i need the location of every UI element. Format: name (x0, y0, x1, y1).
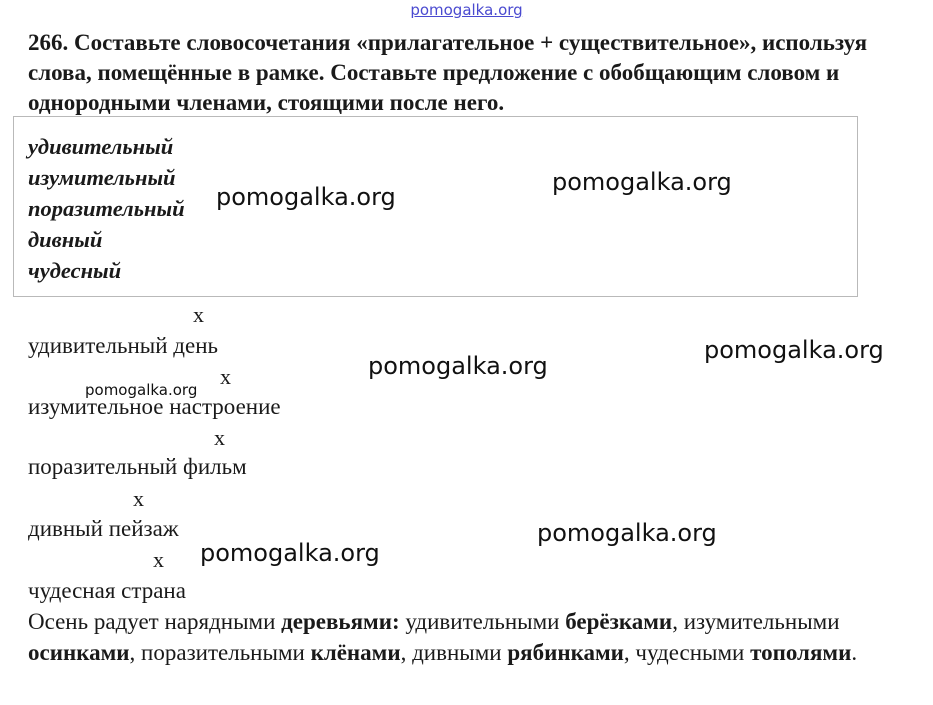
phrase: изумительное настроение (28, 394, 281, 419)
frame-word: изумительный (28, 165, 176, 190)
sentence-part-bold: тополями (750, 640, 852, 665)
sentence-part-bold: осинками (28, 640, 130, 665)
frame-word: поразительный (28, 196, 185, 221)
sentence-part-bold: рябинками (507, 640, 624, 665)
watermark: pomogalka.org (85, 381, 198, 399)
sentence-part: , дивными (400, 640, 508, 665)
watermark: pomogalka.org (200, 539, 380, 567)
sentence-part: удивительными (399, 609, 566, 634)
phrase: поразительный фильм (28, 454, 247, 479)
task-heading: 266. Составьте словосочетания «прилагательное + существительное», используя слова, помещённые в рамке. Составьте предложение с обобщающим словом и однородными членами, стоящими после него. (28, 30, 868, 115)
stress-mark: х (220, 364, 231, 389)
sentence-part-bold: деревьями: (281, 609, 400, 634)
phrase: дивный пейзаж (28, 516, 179, 541)
phrase: удивительный день (28, 333, 218, 358)
watermark-top-link[interactable]: pomogalka.org (410, 1, 523, 19)
frame-word: чудесный (28, 258, 122, 283)
sentence-part: , изумительными (672, 609, 840, 634)
watermark: pomogalka.org (216, 183, 396, 211)
frame-word: удивительный (28, 134, 174, 159)
stress-mark: х (214, 425, 225, 450)
stress-mark: х (133, 486, 144, 511)
sentence-part: Осень радует нарядными (28, 609, 282, 634)
stress-mark: х (153, 547, 164, 572)
watermark: pomogalka.org (537, 519, 717, 547)
sentence-part: . (851, 640, 858, 665)
watermark: pomogalka.org (704, 336, 884, 364)
answer-sentence (28, 606, 928, 668)
watermark: pomogalka.org (368, 352, 548, 380)
sentence-part-bold: клёнами (310, 640, 401, 665)
frame-word: дивный (28, 227, 103, 252)
sentence-part-bold: берёзками (565, 609, 673, 634)
stress-mark: х (193, 302, 204, 327)
sentence-part: , поразительными (129, 640, 311, 665)
sentence-part: , чудесными (623, 640, 751, 665)
watermark: pomogalka.org (552, 168, 732, 196)
phrase: чудесная страна (28, 578, 186, 603)
